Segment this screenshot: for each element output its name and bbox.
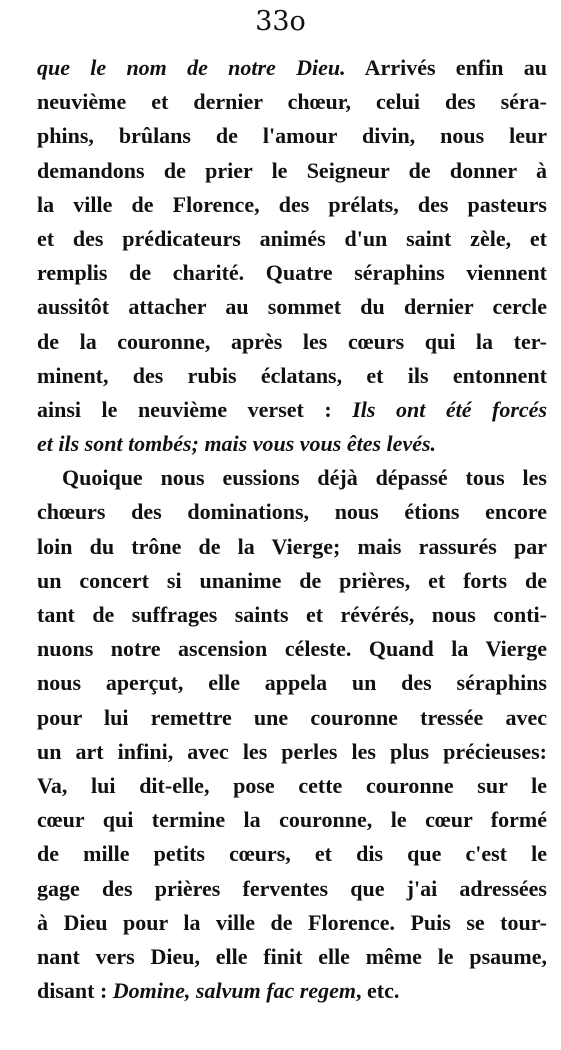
text-line — [37, 666, 547, 700]
text-run: un concert si unanime de prières, et forts de — [37, 567, 547, 593]
paragraph-2 — [37, 461, 547, 1008]
text-line — [37, 837, 547, 871]
text-line — [37, 974, 547, 1008]
text-line — [37, 188, 547, 222]
text-line — [37, 222, 547, 256]
text-line — [37, 872, 547, 906]
text-run: tant de suffrages saints et révérés, nous conti- — [37, 602, 547, 627]
text-run: demandons de prier le Seigneur de donner à — [37, 157, 547, 183]
page-number: 33o — [255, 6, 306, 37]
text-run: minent, des rubis éclatans, et ils entonnent — [37, 362, 547, 388]
text-line — [37, 632, 547, 666]
text-line — [37, 325, 547, 359]
text-line — [37, 530, 547, 564]
text-run: de mille petits cœurs, et dis que c'est le — [37, 841, 547, 867]
text-line — [37, 256, 547, 290]
text-line — [37, 461, 547, 495]
paragraph-1 — [37, 51, 547, 461]
text-run: phins, brûlans de l'amour divin, nous leur — [37, 123, 547, 149]
text-line — [37, 85, 547, 119]
text-run: disant : — [37, 978, 113, 1004]
text-line — [37, 393, 547, 427]
text-line — [37, 701, 547, 735]
text-run: et des prédicateurs animés d'un saint zèle, et — [37, 225, 547, 251]
text-run: chœurs des dominations, nous étions encore — [37, 499, 547, 525]
text-run: un art infini, avec les perles les plus précieuses: — [37, 738, 547, 764]
text-line — [37, 940, 547, 974]
text-line — [37, 769, 547, 803]
text-line — [37, 495, 547, 529]
text-run: la ville de Florence, des prélats, des pasteurs — [37, 191, 547, 217]
text-line — [37, 427, 547, 461]
text-run: ainsi le neuvième verset : — [37, 396, 353, 422]
text-run: nuons notre ascension céleste. Quand la Vierge — [37, 636, 547, 662]
italic-text-run: Domine, salvum fac regem — [112, 978, 356, 1004]
text-line — [37, 51, 547, 85]
text-run: remplis de charité. Quatre séraphins viennent — [37, 260, 547, 286]
page-text — [37, 51, 547, 1008]
text-run: nant vers Dieu, elle finit elle même le psaume, — [37, 943, 547, 969]
italic-text-run: et ils sont tombés; mais vous vous êtes levés. — [37, 431, 437, 457]
text-run: gage des prières ferventes que j'ai adressées — [37, 875, 547, 901]
text-run: Arrivés enfin au — [345, 55, 547, 80]
text-line — [37, 359, 547, 393]
text-run: de la couronne, après les cœurs qui la ter- — [37, 328, 547, 354]
text-run: loin du trône de la Vierge; mais rassurés par — [37, 533, 547, 559]
text-run: pour lui remettre une couronne tressée avec — [37, 704, 547, 730]
text-run: aussitôt attacher au sommet du dernier cercle — [37, 294, 547, 320]
text-line — [37, 154, 547, 188]
text-run: neuvième et dernier chœur, celui des séra- — [37, 89, 547, 115]
italic-text-run: que le nom de notre Dieu. — [37, 55, 346, 80]
text-run: , etc. — [356, 978, 400, 1004]
text-line — [37, 564, 547, 598]
text-run: cœur qui termine la couronne, le cœur formé — [37, 807, 547, 833]
text-run: à Dieu pour la ville de Florence. Puis se tour- — [37, 909, 547, 935]
text-line — [37, 803, 547, 837]
text-line — [37, 735, 547, 769]
text-line — [37, 598, 547, 632]
text-line — [37, 119, 547, 153]
text-run: Va, lui dit-elle, pose cette couronne sur le — [37, 772, 547, 798]
text-line — [37, 906, 547, 940]
text-run: nous aperçut, elle appela un des séraphins — [37, 670, 547, 696]
italic-text-run: Ils ont été forcés — [352, 396, 548, 422]
text-line — [37, 290, 547, 324]
text-run: Quoique nous eussions déjà dépassé tous les — [62, 465, 547, 491]
